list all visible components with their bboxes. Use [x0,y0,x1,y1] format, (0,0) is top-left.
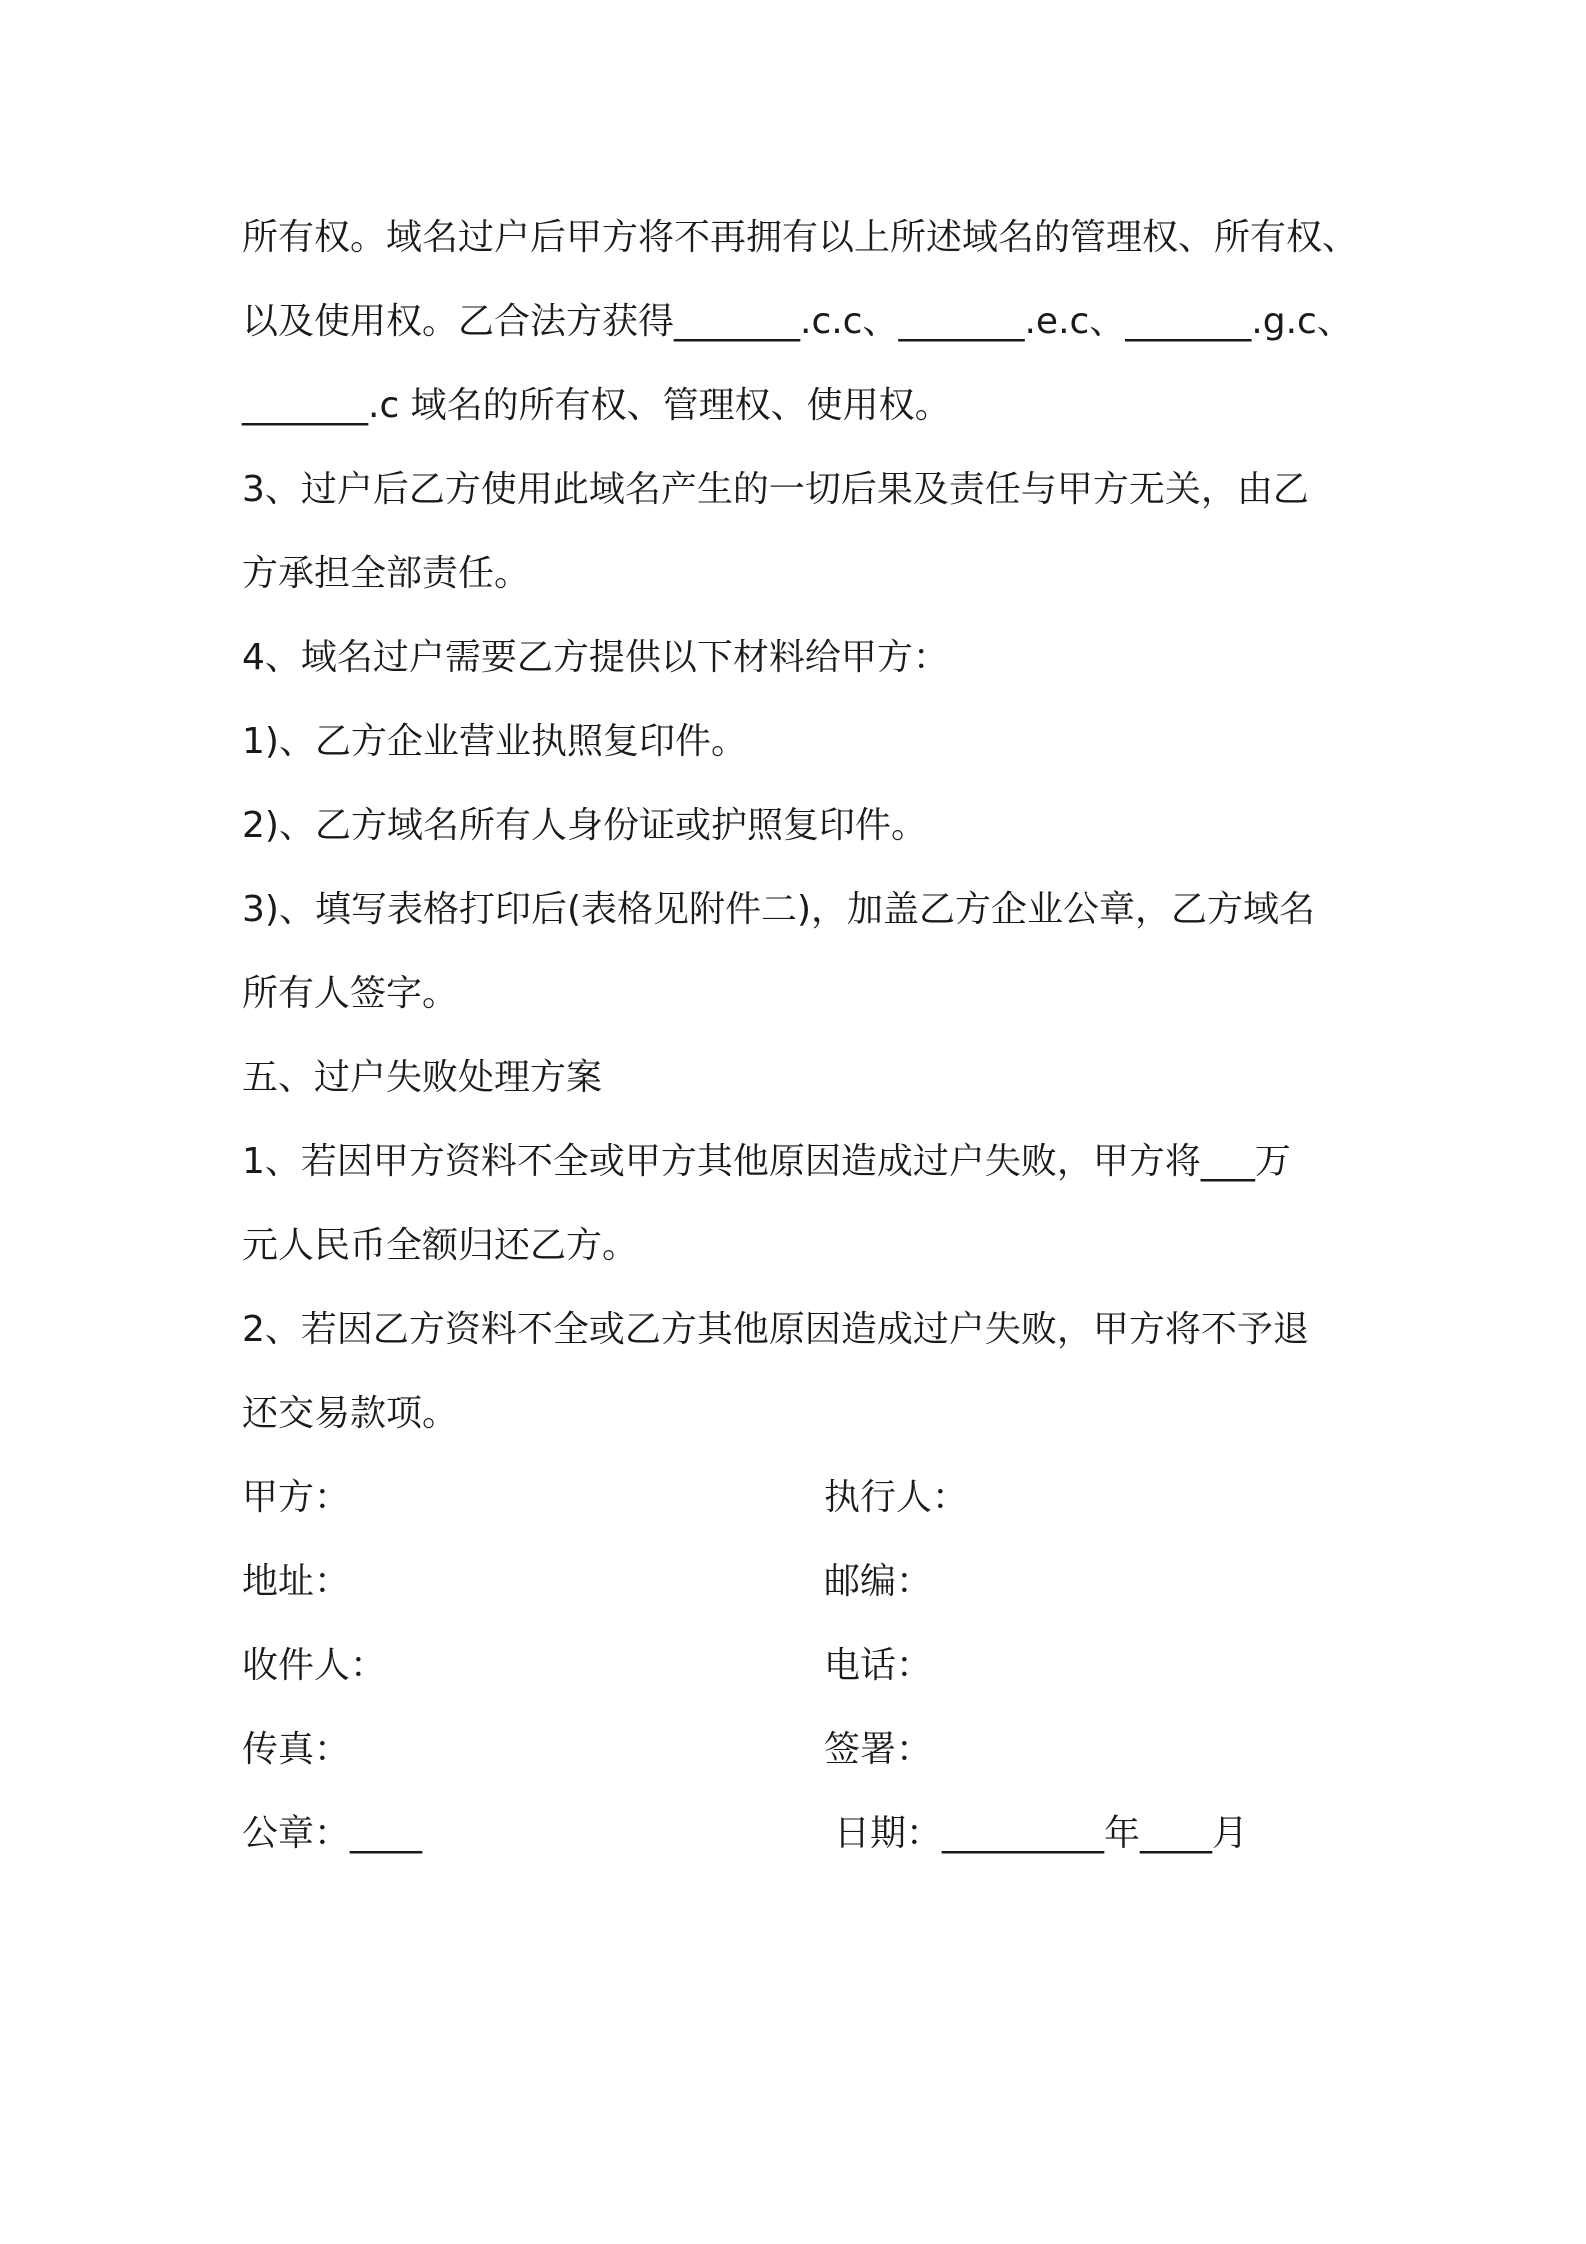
signed-label: 签署： [824,1729,933,1770]
failure-clause-2-line-1: 2、若因乙方资料不全或乙方其他原因造成过户失败，甲方将不予退 [242,1309,1309,1350]
material-item-3-line-2: 所有人签字。 [242,973,459,1014]
signature-row-2 [242,1540,1362,1624]
document-body [242,196,1362,1876]
body-line-2: 以及使用权。乙合法方获得_______.c.c、_______.e.c、_______.g.c、 [242,301,1353,342]
phone-label: 电话： [824,1645,933,1686]
failure-clause-1-line-2: 元人民币全额归还乙方。 [242,1225,639,1266]
postcode-label: 邮编： [824,1561,933,1602]
signature-row-4 [242,1708,1362,1792]
signature-row-3 [242,1624,1362,1708]
material-item-3-line-1: 3)、填写表格打印后(表格见附件二)，加盖乙方企业公章，乙方域名 [242,889,1316,930]
clause-4-heading: 4、域名过户需要乙方提供以下材料给甲方： [242,637,949,678]
date-label: 日期：_________年____月 [834,1813,1249,1854]
body-line-3: _______.c 域名的所有权、管理权、使用权。 [242,385,951,426]
signature-row-1 [242,1456,1362,1540]
clause-3-line-1: 3、过户后乙方使用此域名产生的一切后果及责任与甲方无关，由乙 [242,469,1309,510]
failure-clause-2-line-2: 还交易款项。 [242,1393,459,1434]
executor-label: 执行人： [824,1477,969,1518]
seal-label: 公章：____ [242,1813,423,1854]
material-item-1: 1)、乙方企业营业执照复印件。 [242,721,747,762]
body-line-1: 所有权。域名过户后甲方将不再拥有以上所述域名的管理权、所有权、 [242,217,1359,258]
material-item-2: 2)、乙方域名所有人身份证或护照复印件。 [242,805,927,846]
section-5-heading: 五、过户失败处理方案 [242,1057,603,1098]
recipient-label: 收件人： [242,1645,387,1686]
signature-row-5 [242,1792,1362,1876]
party-a-label: 甲方： [242,1477,351,1518]
fax-label: 传真： [242,1729,351,1770]
address-label: 地址： [242,1561,351,1602]
clause-3-line-2: 方承担全部责任。 [242,553,531,594]
failure-clause-1-line-1: 1、若因甲方资料不全或甲方其他原因造成过户失败，甲方将___万 [242,1141,1291,1182]
